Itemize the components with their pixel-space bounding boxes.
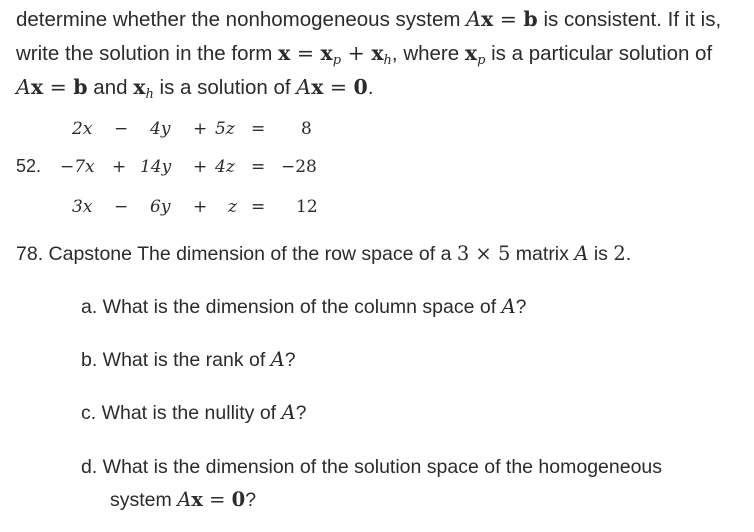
- math-equals: =: [323, 75, 354, 99]
- term-y: 4y: [150, 119, 171, 139]
- math-zero: 0: [231, 488, 246, 511]
- math-A: A: [501, 295, 516, 318]
- term-y: 6y: [150, 197, 171, 217]
- math-sub-p: p: [477, 53, 486, 68]
- intro-text: is consistent. If it is,: [537, 8, 722, 31]
- matrix-dims: 3 × 5: [456, 242, 511, 265]
- problem-52-number: 52.: [16, 156, 42, 176]
- term-x: −7x: [60, 157, 95, 177]
- math-plus: +: [341, 41, 372, 65]
- math-equals: =: [202, 488, 232, 511]
- header-text: matrix: [510, 243, 575, 265]
- question-text: c. What is the nullity of: [81, 402, 282, 424]
- math-x: x: [191, 488, 203, 511]
- term-z: 5z: [215, 119, 235, 139]
- intro-text: is a particular solution of: [485, 42, 713, 65]
- math-x: x: [278, 41, 291, 65]
- math-b: b: [523, 7, 538, 31]
- operator: −: [114, 197, 129, 217]
- question-text: d. What is the dimension of the solution space of the homogeneous: [81, 456, 663, 478]
- intro-text: .: [367, 76, 374, 99]
- question-text: b. What is the rank of: [81, 349, 271, 371]
- math-A: A: [281, 401, 296, 424]
- header-text: 78. Capstone The dimension of the row space of a: [16, 243, 457, 265]
- operator: +: [193, 119, 208, 139]
- question-text: a. What is the dimension of the column space of: [81, 296, 502, 318]
- operator: +: [193, 197, 208, 217]
- header-text: .: [625, 243, 632, 265]
- intro-text: , where: [391, 42, 465, 65]
- rhs-value: −28: [281, 157, 317, 177]
- question-mark: ?: [515, 296, 527, 318]
- math-x: x: [320, 41, 333, 65]
- intro-line-1: [16, 6, 721, 33]
- math-sub-h: h: [145, 87, 154, 102]
- term-z: 4z: [215, 157, 235, 177]
- question-mark: ?: [245, 489, 257, 511]
- intro-line-3: [16, 74, 374, 101]
- question-d: [81, 454, 662, 480]
- intro-text: write the solution in the form: [16, 42, 279, 65]
- operator: +: [112, 157, 127, 177]
- question-d-line-2: [110, 487, 256, 513]
- question-b: [81, 347, 296, 373]
- equals-sign: =: [251, 197, 266, 217]
- equals-sign: =: [251, 119, 266, 139]
- math-A: A: [574, 242, 589, 265]
- math-sub-p: p: [332, 53, 342, 68]
- term-x: 3x: [72, 197, 93, 217]
- question-mark: ?: [284, 349, 296, 371]
- math-x: x: [311, 75, 324, 99]
- math-x: x: [480, 7, 494, 31]
- equals-sign: =: [251, 157, 266, 177]
- intro-line-2: [16, 40, 712, 67]
- math-equals: =: [493, 7, 524, 31]
- question-a: [81, 294, 527, 320]
- intro-text: is a solution of: [153, 76, 297, 99]
- rhs-value: 8: [301, 119, 312, 139]
- question-mark: ?: [295, 402, 307, 424]
- math-A: A: [16, 75, 31, 99]
- header-text: is: [588, 243, 614, 265]
- term-y: 14y: [140, 157, 172, 177]
- math-zero: 0: [353, 75, 368, 99]
- problem-78-header: [16, 241, 631, 267]
- math-equals: =: [43, 75, 74, 99]
- question-c: [81, 400, 306, 426]
- math-equals: =: [290, 41, 321, 65]
- math-x: x: [371, 41, 384, 65]
- operator: −: [114, 119, 129, 139]
- math-A: A: [296, 75, 312, 99]
- math-A: A: [466, 7, 481, 31]
- math-sub-h: h: [383, 53, 392, 68]
- math-x: x: [464, 41, 478, 65]
- math-b: b: [73, 75, 88, 99]
- intro-text: determine whether the nonhomogeneous system: [16, 8, 467, 31]
- term-z: z: [228, 197, 237, 217]
- math-A: A: [270, 348, 285, 371]
- question-text: system: [110, 489, 178, 511]
- math-x: x: [133, 75, 146, 99]
- term-x: 2x: [72, 119, 93, 139]
- rhs-value: 12: [296, 197, 318, 217]
- operator: +: [193, 157, 208, 177]
- intro-text: and: [87, 76, 134, 99]
- row-space-dim: 2: [613, 242, 626, 265]
- math-x: x: [30, 75, 44, 99]
- math-A: A: [177, 488, 192, 511]
